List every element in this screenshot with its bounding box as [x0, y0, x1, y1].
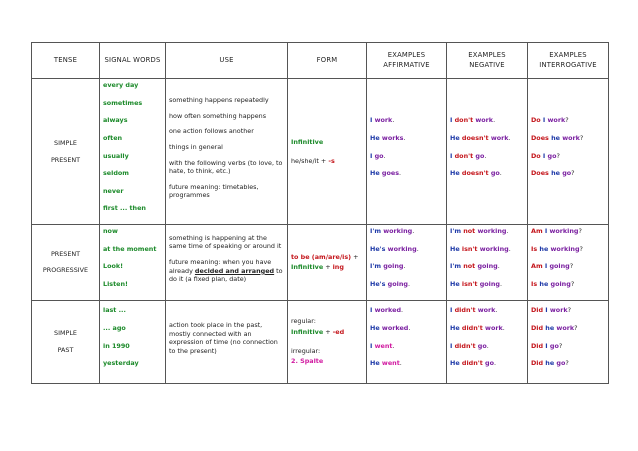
example-sentence: [450, 280, 524, 289]
verb: go: [562, 169, 572, 178]
subject: I: [450, 341, 455, 350]
subject: He: [450, 133, 462, 142]
form-regular-label: regular:: [291, 317, 316, 326]
punct: .: [407, 280, 410, 289]
punct: .: [502, 324, 505, 333]
form-infinitive: Infinitive: [291, 263, 324, 272]
example-sentence: [450, 262, 524, 271]
verb: go: [547, 151, 557, 160]
subject: He: [450, 244, 462, 253]
punct: .: [403, 262, 406, 271]
verb: went: [381, 359, 400, 368]
tense-cell: [32, 300, 100, 383]
example-sentence: [370, 227, 443, 236]
example-sentence: [531, 245, 605, 254]
form-irregular-label: irregular:: [291, 346, 321, 355]
form-plus: +: [323, 263, 333, 272]
form-ending: -s: [328, 156, 335, 165]
example-sentence: [450, 169, 524, 178]
example-sentence: [450, 324, 524, 333]
use-emphasis: decided and arranged: [194, 266, 275, 275]
punct: ?: [565, 359, 569, 368]
example-sentence: [370, 152, 443, 161]
subject: He: [450, 169, 462, 178]
examples-affirmative-cell: [367, 79, 447, 225]
subject: I: [370, 151, 375, 160]
auxiliary: Do: [531, 116, 541, 125]
form-to-be: [291, 253, 363, 262]
verb: go: [475, 341, 487, 350]
punct: .: [383, 151, 386, 160]
form-infinitive-ing: [291, 263, 363, 272]
auxiliary: Did: [531, 324, 544, 333]
use-cell: [166, 225, 288, 301]
subject: He: [450, 280, 462, 289]
negation: didn't: [461, 324, 483, 333]
subject: He: [370, 169, 382, 178]
subject: I'm: [370, 227, 384, 236]
punct: .: [508, 244, 511, 253]
header-signal-words: SIGNAL WORDS: [100, 43, 166, 79]
verb: work: [562, 133, 580, 142]
form-text: he/she/it +: [291, 156, 329, 165]
use-item: action took place in the past, mostly connected with an expression of time (no connection to the present): [169, 320, 278, 355]
example-sentence: [450, 245, 524, 254]
verb: work: [475, 306, 496, 315]
example-sentence: [531, 169, 605, 178]
punct: .: [408, 324, 411, 333]
signal-word: in 1990: [103, 341, 130, 350]
example-sentence: [531, 152, 605, 161]
punct: .: [506, 227, 509, 236]
subject: I: [370, 306, 375, 315]
verb: working: [550, 244, 580, 253]
subject: he: [543, 324, 557, 333]
punct: .: [508, 133, 511, 142]
punct: ?: [569, 262, 574, 271]
example-sentence: [370, 306, 443, 315]
punct: .: [416, 244, 419, 253]
punct: .: [392, 116, 395, 125]
signal-word: yesterday: [103, 359, 139, 368]
tenses-table: [31, 42, 609, 384]
example-sentence: [370, 324, 443, 333]
examples-affirmative-cell: [367, 300, 447, 383]
punct: .: [399, 169, 402, 178]
example-sentence: [450, 342, 524, 351]
verb: work: [556, 324, 575, 333]
punct: ?: [574, 324, 578, 333]
header-row: [32, 43, 609, 79]
use-item: [169, 258, 284, 284]
form-cell: [288, 225, 367, 301]
examples-negative-cell: [447, 300, 528, 383]
punct: .: [495, 306, 498, 315]
subject: he: [543, 359, 557, 368]
auxiliary: Does: [531, 169, 549, 178]
verb: going: [387, 280, 408, 289]
negation: doesn't: [461, 133, 489, 142]
verb: work: [482, 324, 503, 333]
punct: ?: [556, 151, 560, 160]
verb: working: [383, 227, 413, 236]
verb: go: [473, 151, 485, 160]
signal-words-cell: [100, 300, 166, 383]
auxiliary: Is: [531, 244, 538, 253]
auxiliary: Do: [531, 151, 541, 160]
negation: isn't: [461, 280, 478, 289]
verb: goes: [381, 169, 400, 178]
example-sentence: [370, 359, 443, 368]
negation: not: [463, 262, 476, 271]
punct: .: [484, 151, 487, 160]
subject: I: [450, 306, 455, 315]
example-sentence: [370, 169, 443, 178]
tense-label: PAST: [57, 345, 74, 354]
subject: I'm: [450, 227, 464, 236]
punct: ?: [571, 169, 575, 178]
example-sentence: [450, 359, 524, 368]
punct: .: [497, 262, 500, 271]
signal-word: last ...: [103, 306, 126, 315]
use-item: how often something happens: [169, 111, 267, 120]
examples-affirmative-cell: [367, 225, 447, 301]
subject: I: [543, 341, 550, 350]
negation: didn't: [461, 359, 483, 368]
signal-words-cell: [100, 225, 166, 301]
punct: .: [493, 116, 496, 125]
form-infinitive: Infinitive: [291, 328, 324, 337]
examples-interrogative-cell: [528, 300, 609, 383]
auxiliary: Did: [531, 306, 544, 315]
example-sentence: [450, 306, 524, 315]
subject: He's: [370, 244, 388, 253]
use-text: to do it (a fixed plan, date): [169, 266, 283, 284]
use-item: something is happening at the same time of speaking or around it: [169, 233, 282, 251]
verb: going: [549, 262, 570, 271]
verb: go: [374, 151, 384, 160]
punct: ?: [567, 306, 572, 315]
punct: ?: [579, 244, 583, 253]
auxiliary: Did: [531, 359, 544, 368]
subject: I'm: [450, 262, 464, 271]
subject: He: [370, 133, 382, 142]
subject: He: [450, 324, 462, 333]
verb: worked: [381, 324, 409, 333]
verb: working: [387, 244, 417, 253]
negation: doesn't: [461, 169, 489, 178]
tense-cell: [32, 79, 100, 225]
example-sentence: [370, 134, 443, 143]
verb: going: [475, 262, 498, 271]
subject: I: [540, 116, 548, 125]
tense-label: PRESENT: [50, 155, 81, 164]
tense-cell: [32, 225, 100, 301]
negation: not: [463, 227, 476, 236]
punct: .: [486, 341, 489, 350]
verb: worked: [374, 306, 402, 315]
punct: .: [392, 341, 395, 350]
subject: I: [540, 151, 548, 160]
auxiliary: Does: [531, 133, 549, 142]
use-cell: [166, 300, 288, 383]
subject: I: [450, 151, 455, 160]
negation: didn't: [454, 306, 476, 315]
subject: He: [450, 359, 462, 368]
subject: he: [537, 244, 551, 253]
signal-word: seldom: [103, 169, 129, 178]
use-item: things in general: [169, 142, 223, 151]
subject: He's: [370, 280, 388, 289]
tense-label: SIMPLE: [54, 138, 77, 147]
form-regular: [291, 328, 363, 337]
punct: ?: [579, 133, 584, 142]
signal-word: usually: [103, 151, 129, 160]
verb: work: [547, 116, 566, 125]
use-item: with the following verbs (to love, to hate, to think, etc.): [169, 158, 283, 176]
verb: work: [549, 306, 568, 315]
example-sentence: [531, 262, 605, 271]
example-sentence: [450, 116, 524, 125]
use-text: future meaning: when you have already: [169, 258, 272, 275]
negation: don't: [454, 116, 474, 125]
subject: He: [370, 359, 382, 368]
punct: .: [499, 169, 502, 178]
form-ending: ing: [332, 263, 344, 272]
use-cell: [166, 79, 288, 225]
tense-label: PROGRESSIVE: [42, 266, 89, 275]
example-sentence: [531, 280, 605, 289]
verb: work: [473, 116, 494, 125]
examples-negative-cell: [447, 79, 528, 225]
example-sentence: [370, 262, 443, 271]
header-examples-affirmative: EXAMPLES AFFIRMATIVE: [367, 43, 447, 79]
example-sentence: [370, 342, 443, 351]
signal-word: always: [103, 116, 128, 125]
subject: I: [543, 306, 550, 315]
example-sentence: [450, 227, 524, 236]
punct: ?: [570, 280, 575, 289]
verb: working: [475, 227, 507, 236]
examples-interrogative-cell: [528, 79, 609, 225]
subject: I: [542, 227, 550, 236]
header-form: FORM: [288, 43, 367, 79]
signal-word: sometimes: [103, 98, 143, 107]
punct: .: [399, 359, 402, 368]
subject: he: [548, 169, 563, 178]
form-third-person: [291, 157, 363, 166]
signal-word: ... ago: [103, 324, 126, 333]
verb: going: [550, 280, 571, 289]
example-sentence: [370, 116, 443, 125]
auxiliary: Am: [531, 262, 543, 271]
subject: he: [548, 133, 563, 142]
verb: going: [383, 262, 404, 271]
example-sentence: [370, 280, 443, 289]
punct: ?: [578, 227, 582, 236]
example-sentence: [531, 324, 605, 333]
header-tense: TENSE: [32, 43, 100, 79]
example-sentence: [531, 134, 605, 143]
negation: didn't: [454, 341, 476, 350]
signal-word: often: [103, 133, 123, 142]
subject: I: [370, 341, 375, 350]
signal-word: Look!: [103, 262, 124, 271]
signal-word: at the moment: [103, 244, 157, 253]
subject: I: [542, 262, 550, 271]
punct: .: [412, 227, 415, 236]
punct: .: [500, 280, 503, 289]
punct: ?: [565, 116, 569, 125]
subject: He: [370, 324, 382, 333]
header-examples-negative: EXAMPLES NEGATIVE: [447, 43, 528, 79]
example-sentence: [531, 306, 605, 315]
negation: isn't: [461, 244, 478, 253]
use-item: future meaning: timetables, programmes: [169, 182, 259, 200]
example-sentence: [450, 134, 524, 143]
verb: go: [549, 341, 559, 350]
signal-word: now: [103, 227, 118, 236]
form-be: to be (am/are/is): [291, 252, 352, 261]
row-simple-present: [32, 79, 609, 225]
example-sentence: [531, 227, 605, 236]
example-sentence: [531, 359, 605, 368]
subject: I: [370, 116, 375, 125]
use-item: one action follows another: [169, 127, 254, 136]
use-item: something happens repeatedly: [169, 96, 269, 104]
punct: .: [401, 306, 404, 315]
example-sentence: [531, 342, 605, 351]
examples-negative-cell: [447, 225, 528, 301]
form-ending: -ed: [332, 328, 345, 337]
row-simple-past: [32, 300, 609, 383]
signal-words-cell: [100, 79, 166, 225]
signal-word: Listen!: [103, 280, 128, 289]
form-plus: +: [351, 252, 359, 261]
negation: don't: [454, 151, 474, 160]
punct: .: [403, 133, 406, 142]
verb: went: [374, 341, 393, 350]
signal-word: first ... then: [103, 204, 146, 213]
examples-interrogative-cell: [528, 225, 609, 301]
subject: I'm: [370, 262, 384, 271]
example-sentence: [450, 152, 524, 161]
form-infinitive: Infinitive: [291, 137, 324, 146]
verb: go: [488, 169, 500, 178]
punct: ?: [558, 341, 563, 350]
verb: working: [549, 227, 579, 236]
example-sentence: [370, 245, 443, 254]
form-plus: +: [323, 328, 333, 337]
example-sentence: [531, 116, 605, 125]
header-use: USE: [166, 43, 288, 79]
verb: works: [381, 133, 404, 142]
form-cell: [288, 79, 367, 225]
signal-word: never: [103, 186, 124, 195]
verb: go: [556, 359, 566, 368]
verb: going: [477, 280, 500, 289]
auxiliary: Did: [531, 341, 544, 350]
signal-word: every day: [103, 81, 139, 89]
subject: he: [537, 280, 551, 289]
auxiliary: Am: [531, 227, 543, 236]
auxiliary: Is: [531, 280, 538, 289]
tense-label: PRESENT: [50, 249, 81, 258]
subject: I: [450, 116, 455, 125]
header-examples-interrogative: EXAMPLES INTERROGATIVE: [528, 43, 609, 79]
form-cell: [288, 300, 367, 383]
punct: .: [494, 359, 497, 368]
verb: work: [488, 133, 509, 142]
tense-label: SIMPLE: [54, 329, 77, 338]
verb: go: [482, 359, 495, 368]
row-present-progressive: [32, 225, 609, 301]
verb: work: [374, 116, 393, 125]
verb: working: [477, 244, 509, 253]
form-irregular: 2. Spalte: [291, 357, 324, 366]
